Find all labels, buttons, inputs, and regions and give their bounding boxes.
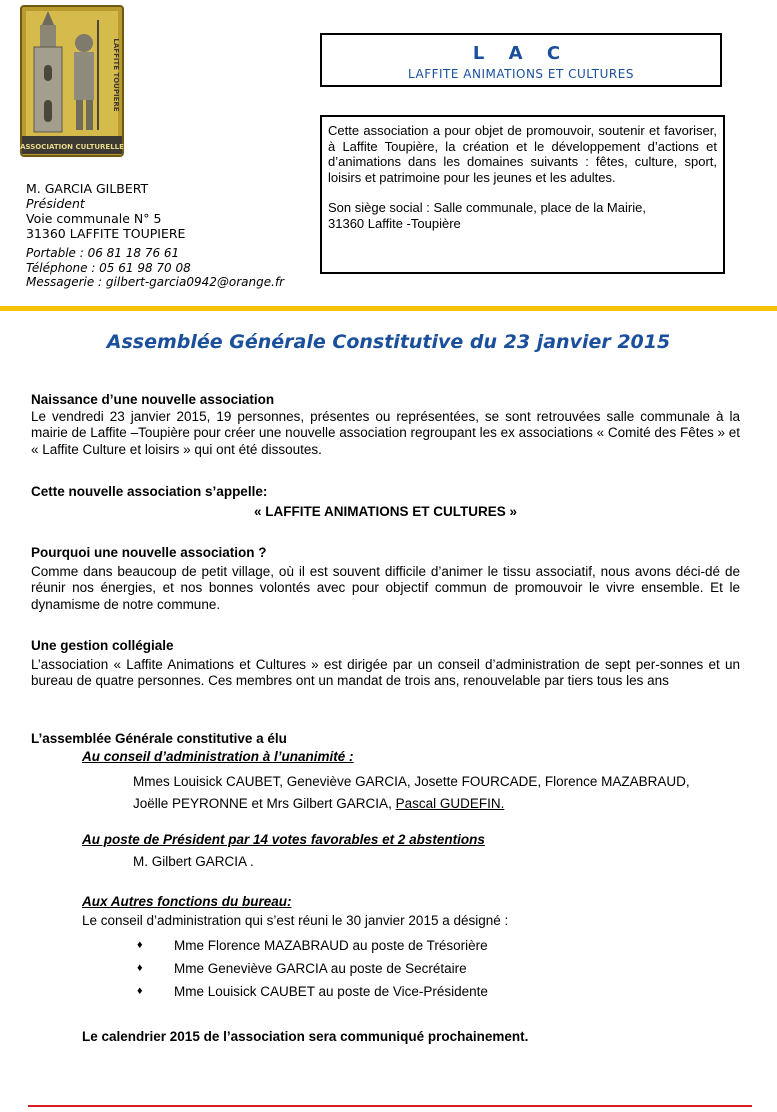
bullet-diamond-icon: ♦: [137, 962, 143, 974]
contact-mobile: Portable : 06 81 18 76 61: [26, 246, 180, 260]
bullet-diamond-icon: ♦: [137, 985, 143, 997]
sender-address-line2: 31360 LAFFITE TOUPIERE: [26, 226, 186, 241]
section-birth-text: Le vendredi 23 janvier 2015, 19 personnes, présentes ou représentées, se sont retrouvées salle communale à la mairie de Laffite –Toupière pour créer une nouvelle association regroupant les ex associations « Comité des Fêtes » et « Laffite Culture et loisirs » qui ont été dissoutes.: [31, 408, 740, 457]
bureau-title: Aux Autres fonctions du bureau:: [82, 894, 292, 909]
section-birth: [31, 392, 740, 458]
section-elected: [31, 731, 740, 815]
logo-side-text: LAFFITE TOUPIERE: [112, 38, 120, 112]
section-why-title: Pourquoi une nouvelle association ?: [31, 545, 267, 560]
contact-block: [26, 246, 284, 290]
president-name: M. Gilbert GARCIA .: [133, 853, 254, 869]
association-acronym: L A C: [472, 43, 570, 64]
association-logo-badge: [20, 5, 124, 157]
section-elected-title: L’assemblée Générale constitutive a élu: [31, 731, 287, 746]
association-name-value: « LAFFITE ANIMATIONS ET CULTURES »: [254, 503, 517, 519]
contact-phone: Téléphone : 05 61 98 70 08: [26, 260, 191, 275]
president-title: Au poste de Président par 14 votes favorables et 2 abstentions: [82, 832, 485, 847]
section-name-title: Cette nouvelle association s’appelle:: [31, 484, 268, 499]
head-office-line2: 31360 Laffite -Toupière: [328, 215, 461, 231]
council-members-line2: Joëlle PEYRONNE et Mrs Gilbert GARCIA,: [133, 796, 396, 811]
section-name: [31, 484, 740, 520]
association-full-name: LAFFITE ANIMATIONS ET CULTURES: [408, 67, 634, 81]
logo-band-text: ASSOCIATION CULTURELLE: [20, 143, 124, 151]
header-divider: [0, 306, 777, 311]
bureau-item-text: Mme Florence MAZABRAUD au poste de Trésorière: [174, 938, 488, 953]
association-title-box: [320, 33, 722, 87]
bullet-diamond-icon: ♦: [137, 939, 143, 951]
head-office: [328, 200, 717, 231]
footer-divider: [28, 1105, 752, 1107]
purpose-box: [320, 115, 725, 274]
sender-address-line1: Voie communale N° 5: [26, 211, 162, 226]
list-item: [137, 957, 740, 980]
section-why-text: Comme dans beaucoup de petit village, où il est souvent difficile d’animer le tissu associatif, nous avons déci-dé de réunir nos énergies, et nos bonnes volontés avec pour objectif commun de promouvoir le vivre ensemble. Et le dynamisme de notre commune.: [31, 563, 740, 612]
list-item: [137, 934, 740, 957]
section-bureau: [31, 894, 740, 1003]
sender-block: [26, 181, 185, 241]
section-closing: [31, 1029, 740, 1046]
section-governance-title: Une gestion collégiale: [31, 638, 174, 653]
council-members: [133, 771, 740, 815]
section-governance-text: L’association « Laffite Animations et Cultures » est dirigée par un conseil d’administration de sept per-sonnes et un bureau de quatre personnes. Ces membres ont un mandat de trois ans, renouvelable par tiers tous les ans: [31, 656, 740, 688]
section-why: [31, 545, 740, 613]
bureau-item-text: Mme Louisick CAUBET au poste de Vice-Présidente: [174, 984, 488, 999]
head-office-line1: Son siège social : Salle communale, place de la Mairie,: [328, 200, 646, 215]
section-birth-title: Naissance d’une nouvelle association: [31, 392, 275, 407]
council-title: Au conseil d’administration à l’unanimité :: [82, 748, 354, 764]
page-title: Assemblée Générale Constitutive du 23 janvier 2015: [106, 331, 671, 353]
purpose-text: Cette association a pour objet de promouvoir, soutenir et favoriser, à Laffite Toupière, la création et le développement d’actions et d’animations dans les domaines suivants : fêtes, culture, sport, loisirs et patrimoine pour les jeunes et les adultes.: [328, 123, 717, 185]
section-president: [31, 832, 740, 870]
bureau-intro: Le conseil d’administration qui s’est réuni le 30 janvier 2015 a désigné :: [82, 912, 509, 928]
closing-text: Le calendrier 2015 de l’association sera communiqué prochainement.: [82, 1029, 529, 1044]
council-member-last: Pascal GUDEFIN.: [395, 796, 505, 811]
contact-email: Messagerie : gilbert-garcia0942@orange.fr: [26, 275, 285, 289]
sender-name: M. GARCIA GILBERT: [26, 181, 149, 196]
sender-title: Président: [26, 196, 85, 211]
section-governance: [31, 638, 740, 690]
bureau-item-text: Mme Geneviève GARCIA au poste de Secrétaire: [174, 961, 467, 976]
bureau-list: [137, 934, 740, 1003]
council-members-line1: Mmes Louisick CAUBET, Geneviève GARCIA, Josette FOURCADE, Florence MAZABRAUD,: [133, 774, 690, 789]
list-item: [137, 980, 740, 1003]
